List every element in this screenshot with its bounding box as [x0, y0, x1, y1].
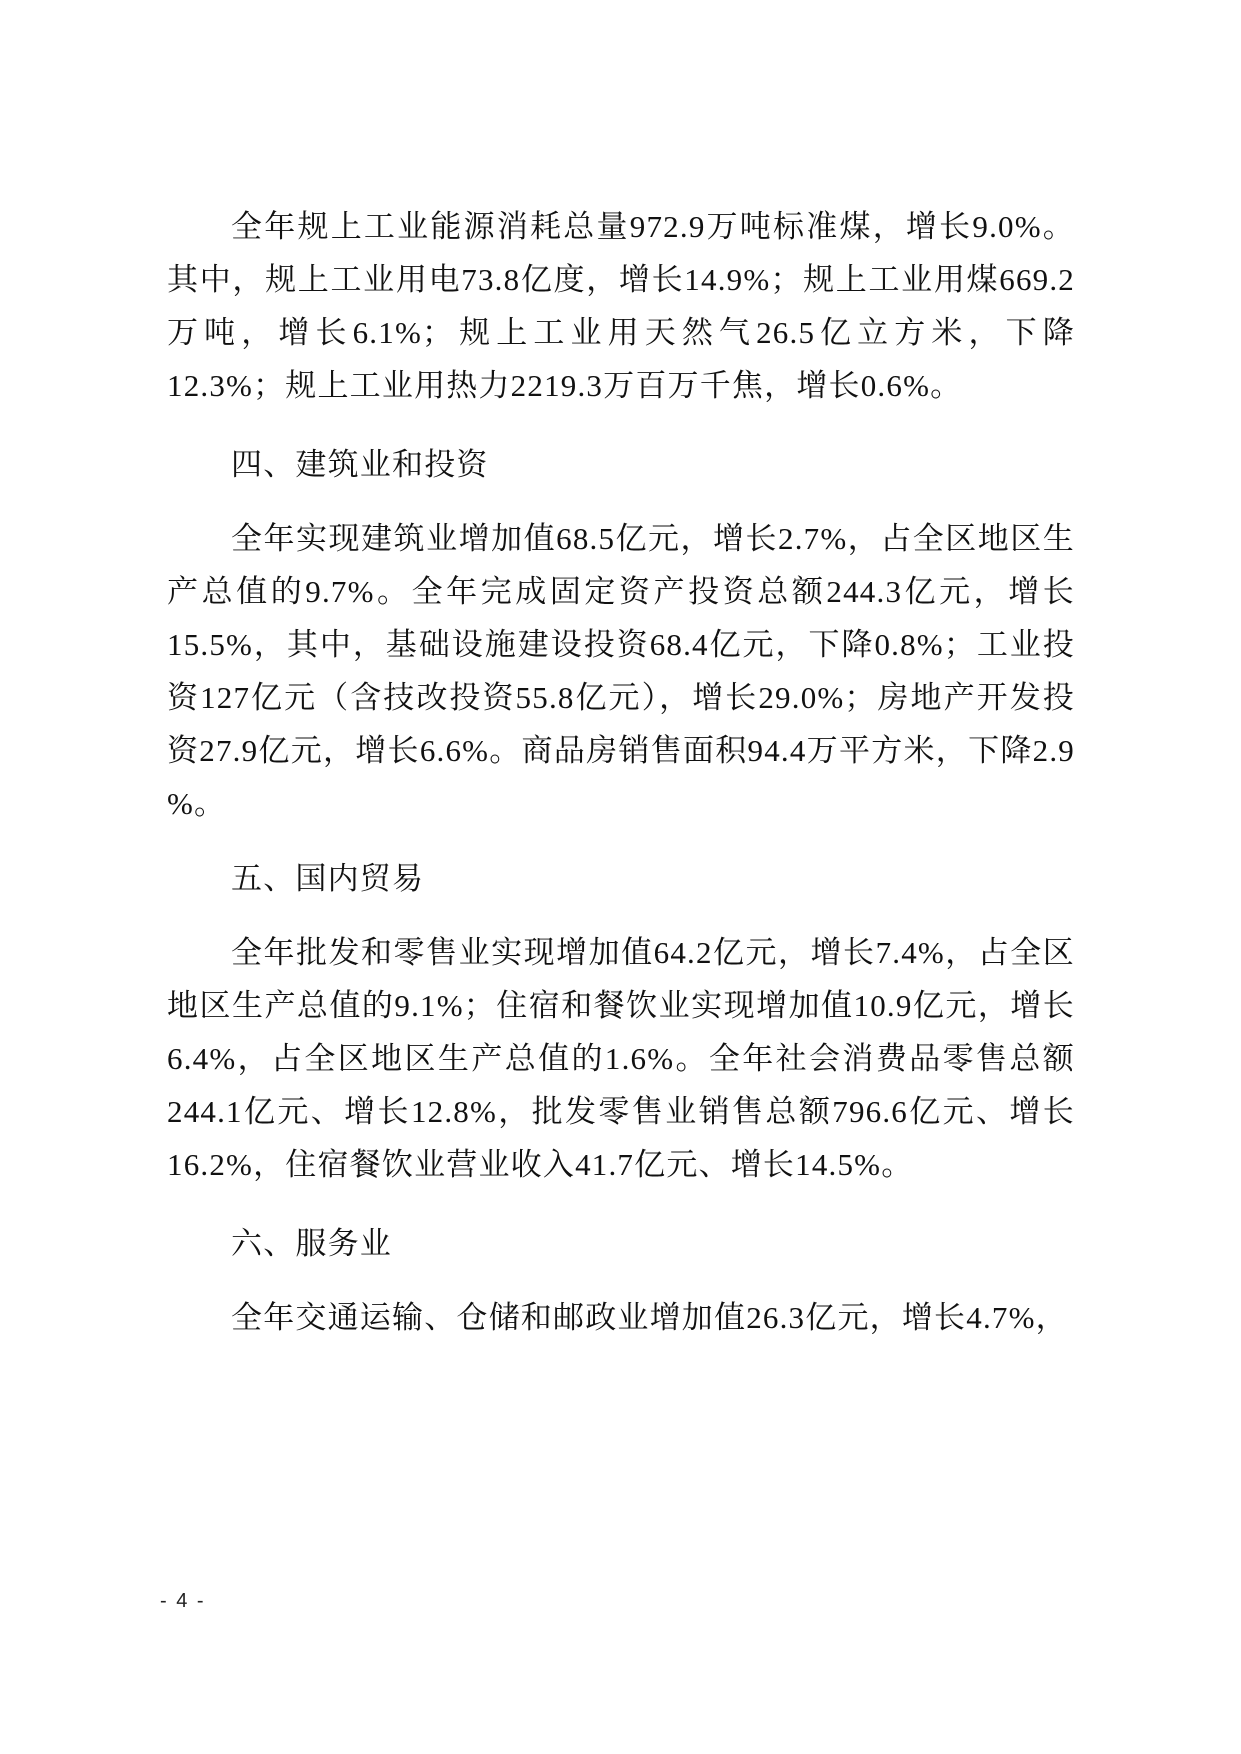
- section-heading-services: 六、服务业: [231, 1226, 392, 1261]
- energy-consumption-paragraph-block: [167, 200, 1075, 412]
- section-heading-domestic-trade: 五、国内贸易: [231, 861, 425, 896]
- services-paragraph-block: [167, 1291, 1075, 1344]
- paragraph-services: 全年交通运输、仓储和邮政业增加值26.3亿元，增长4.7%，: [231, 1300, 1068, 1335]
- paragraph-energy-consumption: 全年规上工业能源消耗总量972.9万吨标准煤，增长9.0%。其中，规上工业用电73.8亿度，增长14.9%；规上工业用煤669.2万吨，增长6.1%；规上工业用天然气26.5亿立方米，下降12.3%；规上工业用热力2219.3万百万千焦，增长0.6%。: [167, 209, 1075, 403]
- construction-paragraph-block: [167, 512, 1075, 830]
- paragraph-construction-investment: 全年实现建筑业增加值68.5亿元，增长2.7%，占全区地区生产总值的9.7%。全年完成固定资产投资总额244.3亿元，增长15.5%，其中，基础设施建设投资68.4亿元，下降0.8%；工业投资127亿元（含技改投资55.8亿元），增长29.0%；房地产开发投资27.9亿元，增长6.6%。商品房销售面积94.4万平方米，下降2.9 %。: [167, 521, 1075, 821]
- section-heading-construction-investment: 四、建筑业和投资: [231, 447, 489, 482]
- section-6-heading-block: [167, 1217, 1075, 1270]
- trade-paragraph-block: [167, 926, 1075, 1191]
- section-5-heading-block: [167, 852, 1075, 905]
- page-number: - 4 -: [160, 1590, 206, 1612]
- section-4-heading-block: [167, 438, 1075, 491]
- paragraph-domestic-trade: 全年批发和零售业实现增加值64.2亿元，增长7.4%，占全区地区生产总值的9.1%；住宿和餐饮业实现增加值10.9亿元，增长6.4%，占全区地区生产总值的1.6%。全年社会消费品零售总额244.1亿元、增长12.8%，批发零售业销售总额796.6亿元、增长16.2%，住宿餐饮业营业收入41.7亿元、增长14.5%。: [167, 935, 1075, 1182]
